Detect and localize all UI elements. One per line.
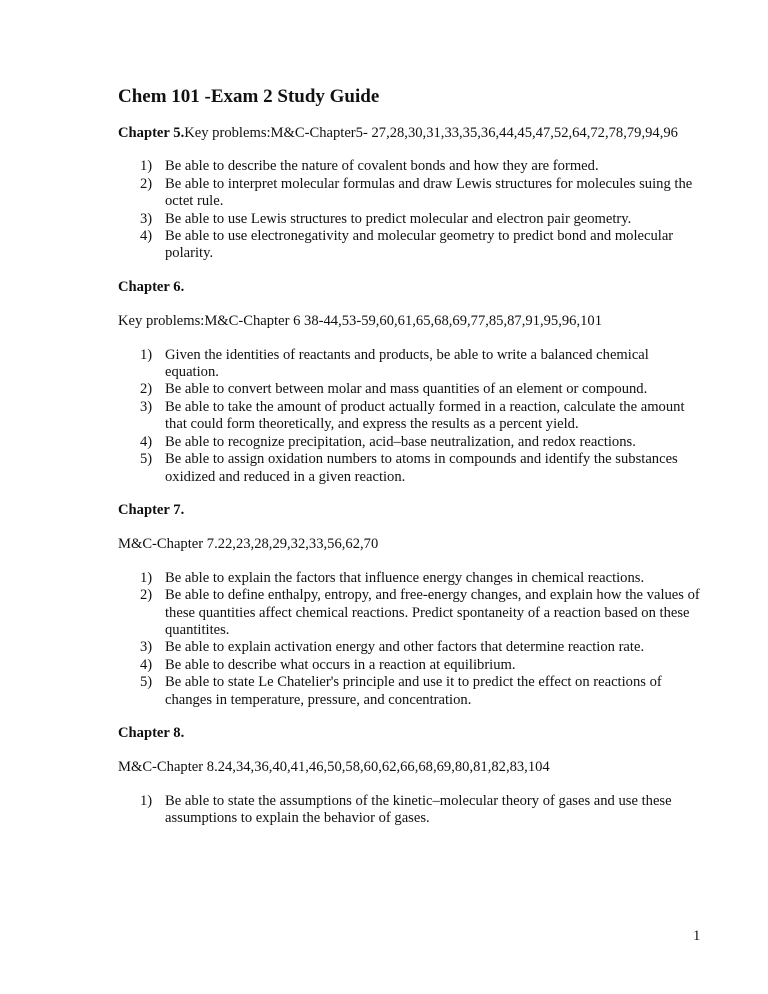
chapter-7-section (118, 502, 700, 709)
chapter-7-heading: Chapter 7. (118, 501, 185, 518)
objective-item (118, 399, 700, 434)
objective-text: Be able to describe what occurs in a reaction at equilibrium. (165, 656, 516, 673)
objective-text: Be able to convert between molar and mass quantities of an element or compound. (165, 381, 648, 398)
objective-item (118, 674, 700, 709)
objective-number: 1) (140, 346, 153, 363)
objective-text: Be able to explain the factors that influence energy changes in chemical reactions. (165, 569, 645, 586)
chapter-7-problems: M&C-Chapter 7.22,23,28,29,32,33,56,62,70 (118, 536, 379, 553)
chapter-5-section (118, 125, 700, 263)
objective-item (118, 639, 700, 656)
objective-item (118, 381, 700, 398)
chapter-8-section (118, 725, 700, 828)
objective-number: 3) (140, 639, 153, 656)
objective-text: Be able to use electronegativity and molecular geometry to predict bond and molecular polarity. (165, 228, 674, 262)
objective-text: Given the identities of reactants and products, be able to write a balanced chemical equation. (165, 346, 649, 381)
objective-number: 2) (140, 175, 153, 192)
objective-text: Be able to describe the nature of covalent bonds and how they are formed. (165, 158, 599, 175)
objective-number: 4) (140, 228, 153, 245)
objective-number: 1) (140, 792, 153, 809)
objective-number: 3) (140, 210, 153, 227)
objective-item (118, 587, 700, 639)
objective-text: Be able to state Le Chatelier's principle and use it to predict the effect on reactions of changes in temperature, pressure, and concentration. (165, 674, 662, 708)
objective-item (118, 211, 700, 228)
objective-text: Be able to recognize precipitation, acid–base neutralization, and redox reactions. (165, 433, 636, 450)
chapter-5-objectives (118, 158, 700, 262)
objective-text: Be able to take the amount of product actually formed in a reaction, calculate the amount that could form theoretically, and express the results as a percent yield. (165, 398, 685, 433)
objective-number: 4) (140, 656, 153, 673)
objective-number: 3) (140, 398, 153, 415)
chapter-5-heading: Chapter 5. (118, 125, 185, 141)
objective-text: Be able to interpret molecular formulas and draw Lewis structures for molecules suing the octet rule. (165, 175, 693, 210)
objective-text: Be able to define enthalpy, entropy, and free-energy changes, and explain how the values of these quantities affect chemical reactions. Predict spontaneity of a reaction based on these quantitites. (165, 587, 700, 638)
page-number: 1 (693, 928, 701, 944)
objective-number: 1) (140, 569, 153, 586)
document-content (118, 86, 700, 844)
page-title: Chem 101 -Exam 2 Study Guide (118, 86, 380, 107)
chapter-6-section (118, 279, 700, 486)
chapter-5-heading-line (118, 125, 700, 142)
objective-item (118, 176, 700, 211)
objective-text: Be able to use Lewis structures to predict molecular and electron pair geometry. (165, 210, 632, 227)
chapter-6-heading: Chapter 6. (118, 278, 185, 295)
objective-number: 5) (140, 674, 153, 691)
objective-number: 4) (140, 433, 153, 450)
objective-item (118, 434, 700, 451)
objective-item (118, 228, 700, 263)
objective-number: 2) (140, 381, 153, 398)
chapter-8-problems: M&C-Chapter 8.24,34,36,40,41,46,50,58,60,62,66,68,69,80,81,82,83,104 (118, 759, 550, 776)
objective-text: Be able to explain activation energy and other factors that determine reaction rate. (165, 639, 645, 656)
objective-item (118, 451, 700, 486)
chapter-8-heading: Chapter 8. (118, 724, 185, 741)
chapter-7-objectives (118, 570, 700, 709)
chapter-5-problems: Key problems:M&C-Chapter5- 27,28,30,31,33,35,36,44,45,47,52,64,72,78,79,94,96 (184, 125, 678, 141)
objective-item (118, 570, 700, 587)
objective-text: Be able to assign oxidation numbers to atoms in compounds and identify the substances oxidized and reduced in a given reaction. (165, 451, 678, 485)
chapter-6-objectives (118, 347, 700, 486)
objective-item (118, 347, 700, 382)
chapter-6-problems: Key problems:M&C-Chapter 6 38-44,53-59,60,61,65,68,69,77,85,87,91,95,96,101 (118, 313, 602, 330)
objective-number: 5) (140, 451, 153, 468)
objective-number: 2) (140, 587, 153, 604)
objective-item (118, 657, 700, 674)
chapter-8-objectives (118, 793, 700, 828)
objective-number: 1) (140, 158, 153, 175)
objective-text: Be able to state the assumptions of the kinetic–molecular theory of gases and use these assumptions to explain the behavior of gases. (165, 792, 672, 827)
objective-item (118, 793, 700, 828)
objective-item (118, 158, 700, 175)
